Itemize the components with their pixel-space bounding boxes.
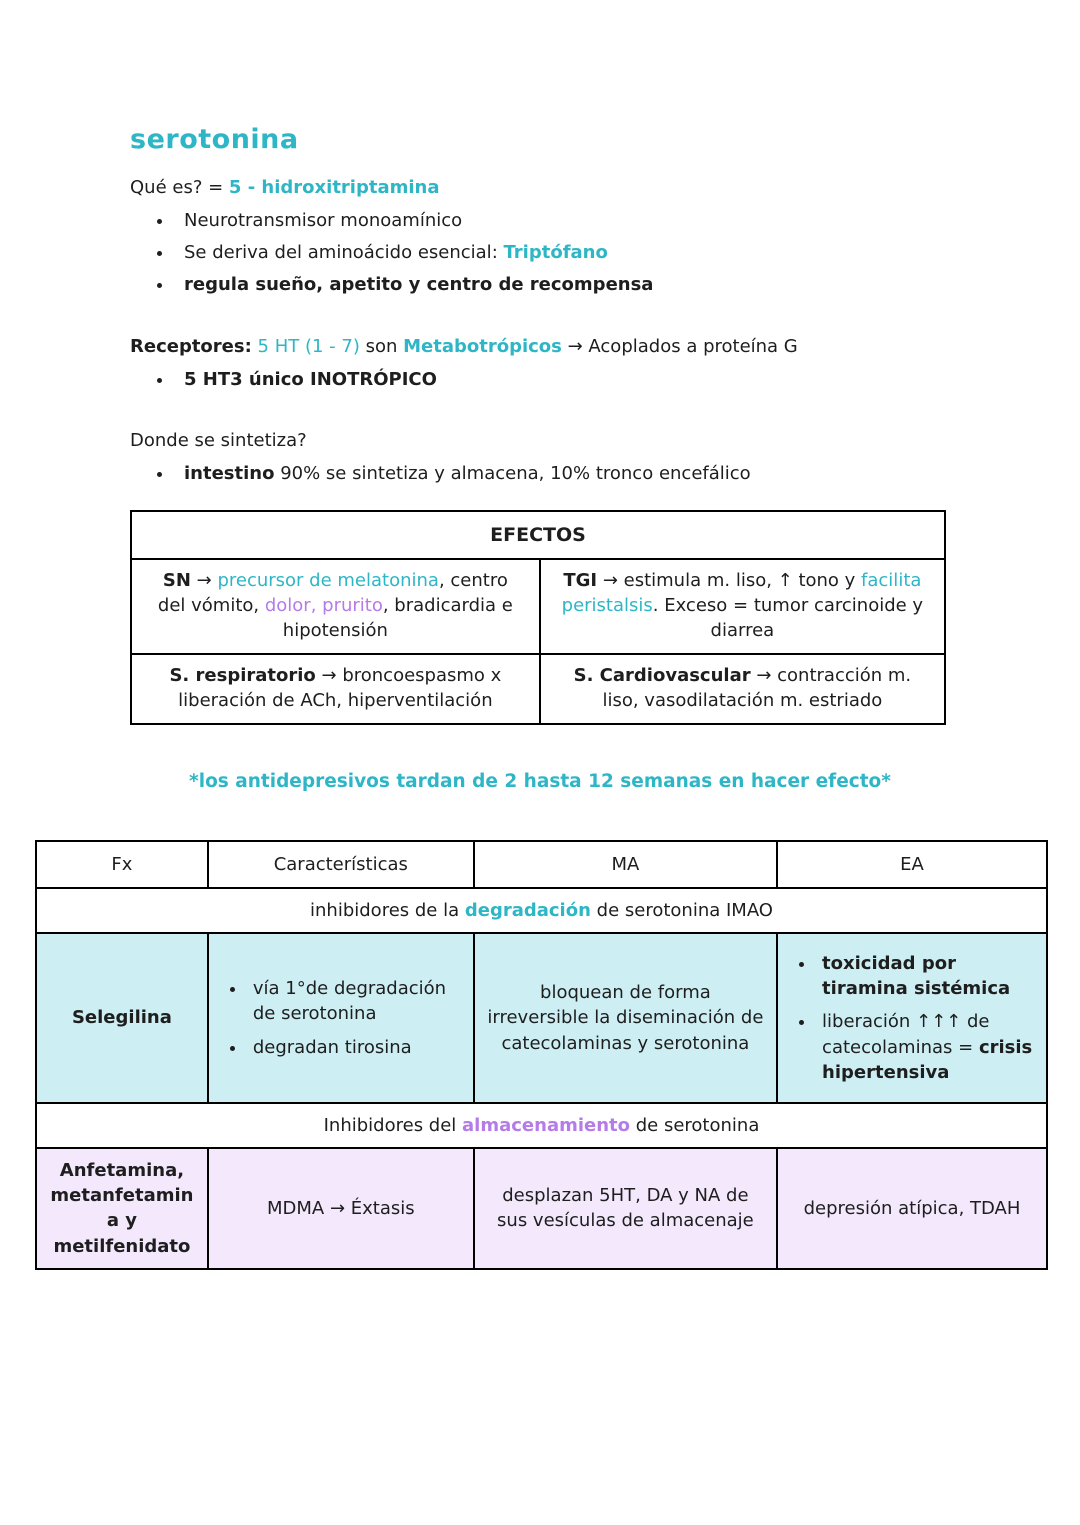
tryptophan-term: Triptófano <box>503 242 608 264</box>
amphetamine-ma-cell: desplazan 5HT, DA y NA de sus vesículas de almacenaje <box>474 1148 777 1269</box>
definition-line <box>130 175 946 201</box>
sn-mid-text: , centro del vómito, <box>157 570 508 617</box>
tgi-teal-text: facilita peristalsis <box>561 570 922 617</box>
characteristics-bullet-list <box>221 976 461 1060</box>
synthesis-bullet-list <box>130 461 946 486</box>
notes-content <box>130 124 946 725</box>
sn-label: SN <box>162 570 191 592</box>
bullet-text: Neurotransmisor monoamínico <box>184 210 463 232</box>
resp-label: S. respiratorio <box>169 664 316 686</box>
section-row-storage <box>36 1103 1047 1148</box>
receptors-line <box>130 334 946 360</box>
ea-bullet-list <box>790 951 1034 1085</box>
amphetamine-row <box>36 1148 1047 1269</box>
section-text: inhibidores de la <box>310 899 465 921</box>
effects-row-2 <box>131 654 945 724</box>
column-header-ea: EA <box>777 841 1047 888</box>
sn-arrow: → <box>190 570 218 592</box>
tgi-mid-text: → estimula m. liso, ↑ tono y <box>597 570 862 592</box>
sn-teal-text: precursor de melatonina <box>217 570 439 592</box>
bullet-text: Se deriva del aminoácido esencial: <box>184 242 504 264</box>
effects-sn-cell <box>131 559 540 653</box>
bullet-5ht3 <box>174 367 946 392</box>
tgi-rest-text: . Exceso = tumor carcinoide y diarrea <box>652 595 924 642</box>
bullet-neurotransmitter <box>174 208 946 233</box>
bullet-regulates <box>174 272 946 297</box>
bullet-tiramina-toxicity: • toxicidad por tiramina sistémica <box>816 951 1034 1001</box>
amphetamine-characteristics-cell: MDMA → Éxtasis <box>208 1148 474 1269</box>
amphetamine-ea-cell: depresión atípica, TDAH <box>777 1148 1047 1269</box>
spacer <box>130 402 946 428</box>
section-text: de serotonina <box>630 1114 760 1136</box>
section-text: de serotonina IMAO <box>590 899 773 921</box>
section-row-degradation <box>36 888 1047 933</box>
hypertensive-crisis-term: crisis hipertensiva <box>822 1036 1033 1083</box>
page-title: serotonina <box>130 124 299 155</box>
bullet-catecolamine-release <box>816 1009 1034 1085</box>
cardio-label: S. Cardiovascular <box>573 664 751 686</box>
receptors-rest: → Acoplados a proteína G <box>561 335 798 357</box>
receptors-type: Metabotrópicos <box>403 335 562 357</box>
intro-bullet-list <box>130 208 946 298</box>
storage-term: almacenamiento <box>462 1114 631 1136</box>
definition-term: 5 - hidroxitriptamina <box>228 177 440 198</box>
synthesis-question: Donde se sintetiza? <box>130 429 307 451</box>
sn-rest-text: , bradicardia e hipotensión <box>282 595 513 642</box>
receptors-label: Receptores: <box>130 335 252 357</box>
bullet-via-degradacion: • vía 1°de degradación de serotonina <box>247 976 461 1026</box>
column-header-caracteristicas: Características <box>208 841 474 888</box>
drug-table <box>35 840 1048 1270</box>
degradation-section-cell <box>36 888 1047 933</box>
drug-name-anfetamina: Anfetamina, metanfetamina y metilfenidato <box>36 1148 208 1269</box>
effects-cardio-cell <box>540 654 945 724</box>
bullet-text: 90% se sintetiza y almacena, 10% tronco encefálico <box>274 463 751 485</box>
bullet-text: liberación ↑↑↑ de catecolaminas = <box>822 1011 990 1058</box>
tgi-label: TGI <box>563 570 598 592</box>
effects-tgi-cell <box>540 559 945 653</box>
antidepressant-note: *los antidepresivos tardan de 2 hasta 12 semanas en hacer efecto* <box>189 770 891 792</box>
selegiline-row <box>36 933 1047 1103</box>
bullet-intestine <box>174 461 946 486</box>
effects-row-1 <box>131 559 945 653</box>
resp-rest-text: → broncoespasmo x liberación de ACh, hiperventilación <box>178 664 502 711</box>
bullet-degradan-tirosina: • degradan tirosina <box>247 1035 461 1060</box>
cardio-rest-text: → contracción m. liso, vasodilatación m. estriado <box>602 664 912 711</box>
intestine-term: intestino <box>184 463 275 485</box>
spacer <box>130 308 946 334</box>
column-header-fx: Fx <box>36 841 208 888</box>
bullet-text: regula sueño, apetito y centro de recompensa <box>184 274 654 296</box>
sn-purple-text: dolor, prurito <box>264 595 383 617</box>
receptors-range: 5 HT (1 - 7) <box>251 335 366 357</box>
selegilina-characteristics-cell <box>208 933 474 1103</box>
effects-header-row <box>131 511 945 559</box>
drug-table-header-row <box>36 841 1047 888</box>
column-header-ma: MA <box>474 841 777 888</box>
section-text: Inhibidores del <box>323 1114 463 1136</box>
effects-table-title: EFECTOS <box>131 511 945 559</box>
selegilina-ma-cell: bloquean de forma irreversible la diseminación de catecolaminas y serotonina <box>474 933 777 1103</box>
effects-table <box>130 510 946 724</box>
receptors-son: son <box>365 335 404 357</box>
bullet-text: 5 HT3 único INOTRÓPICO <box>184 368 437 390</box>
storage-section-cell <box>36 1103 1047 1148</box>
bullet-derived-from <box>174 240 946 265</box>
selegilina-ea-cell <box>777 933 1047 1103</box>
definition-prefix: Qué es? = <box>130 177 229 198</box>
effects-respiratory-cell <box>131 654 540 724</box>
degradation-term: degradación <box>464 899 591 921</box>
drug-name-selegilina: Selegilina <box>36 933 208 1103</box>
receptors-bullet-list <box>130 367 946 392</box>
